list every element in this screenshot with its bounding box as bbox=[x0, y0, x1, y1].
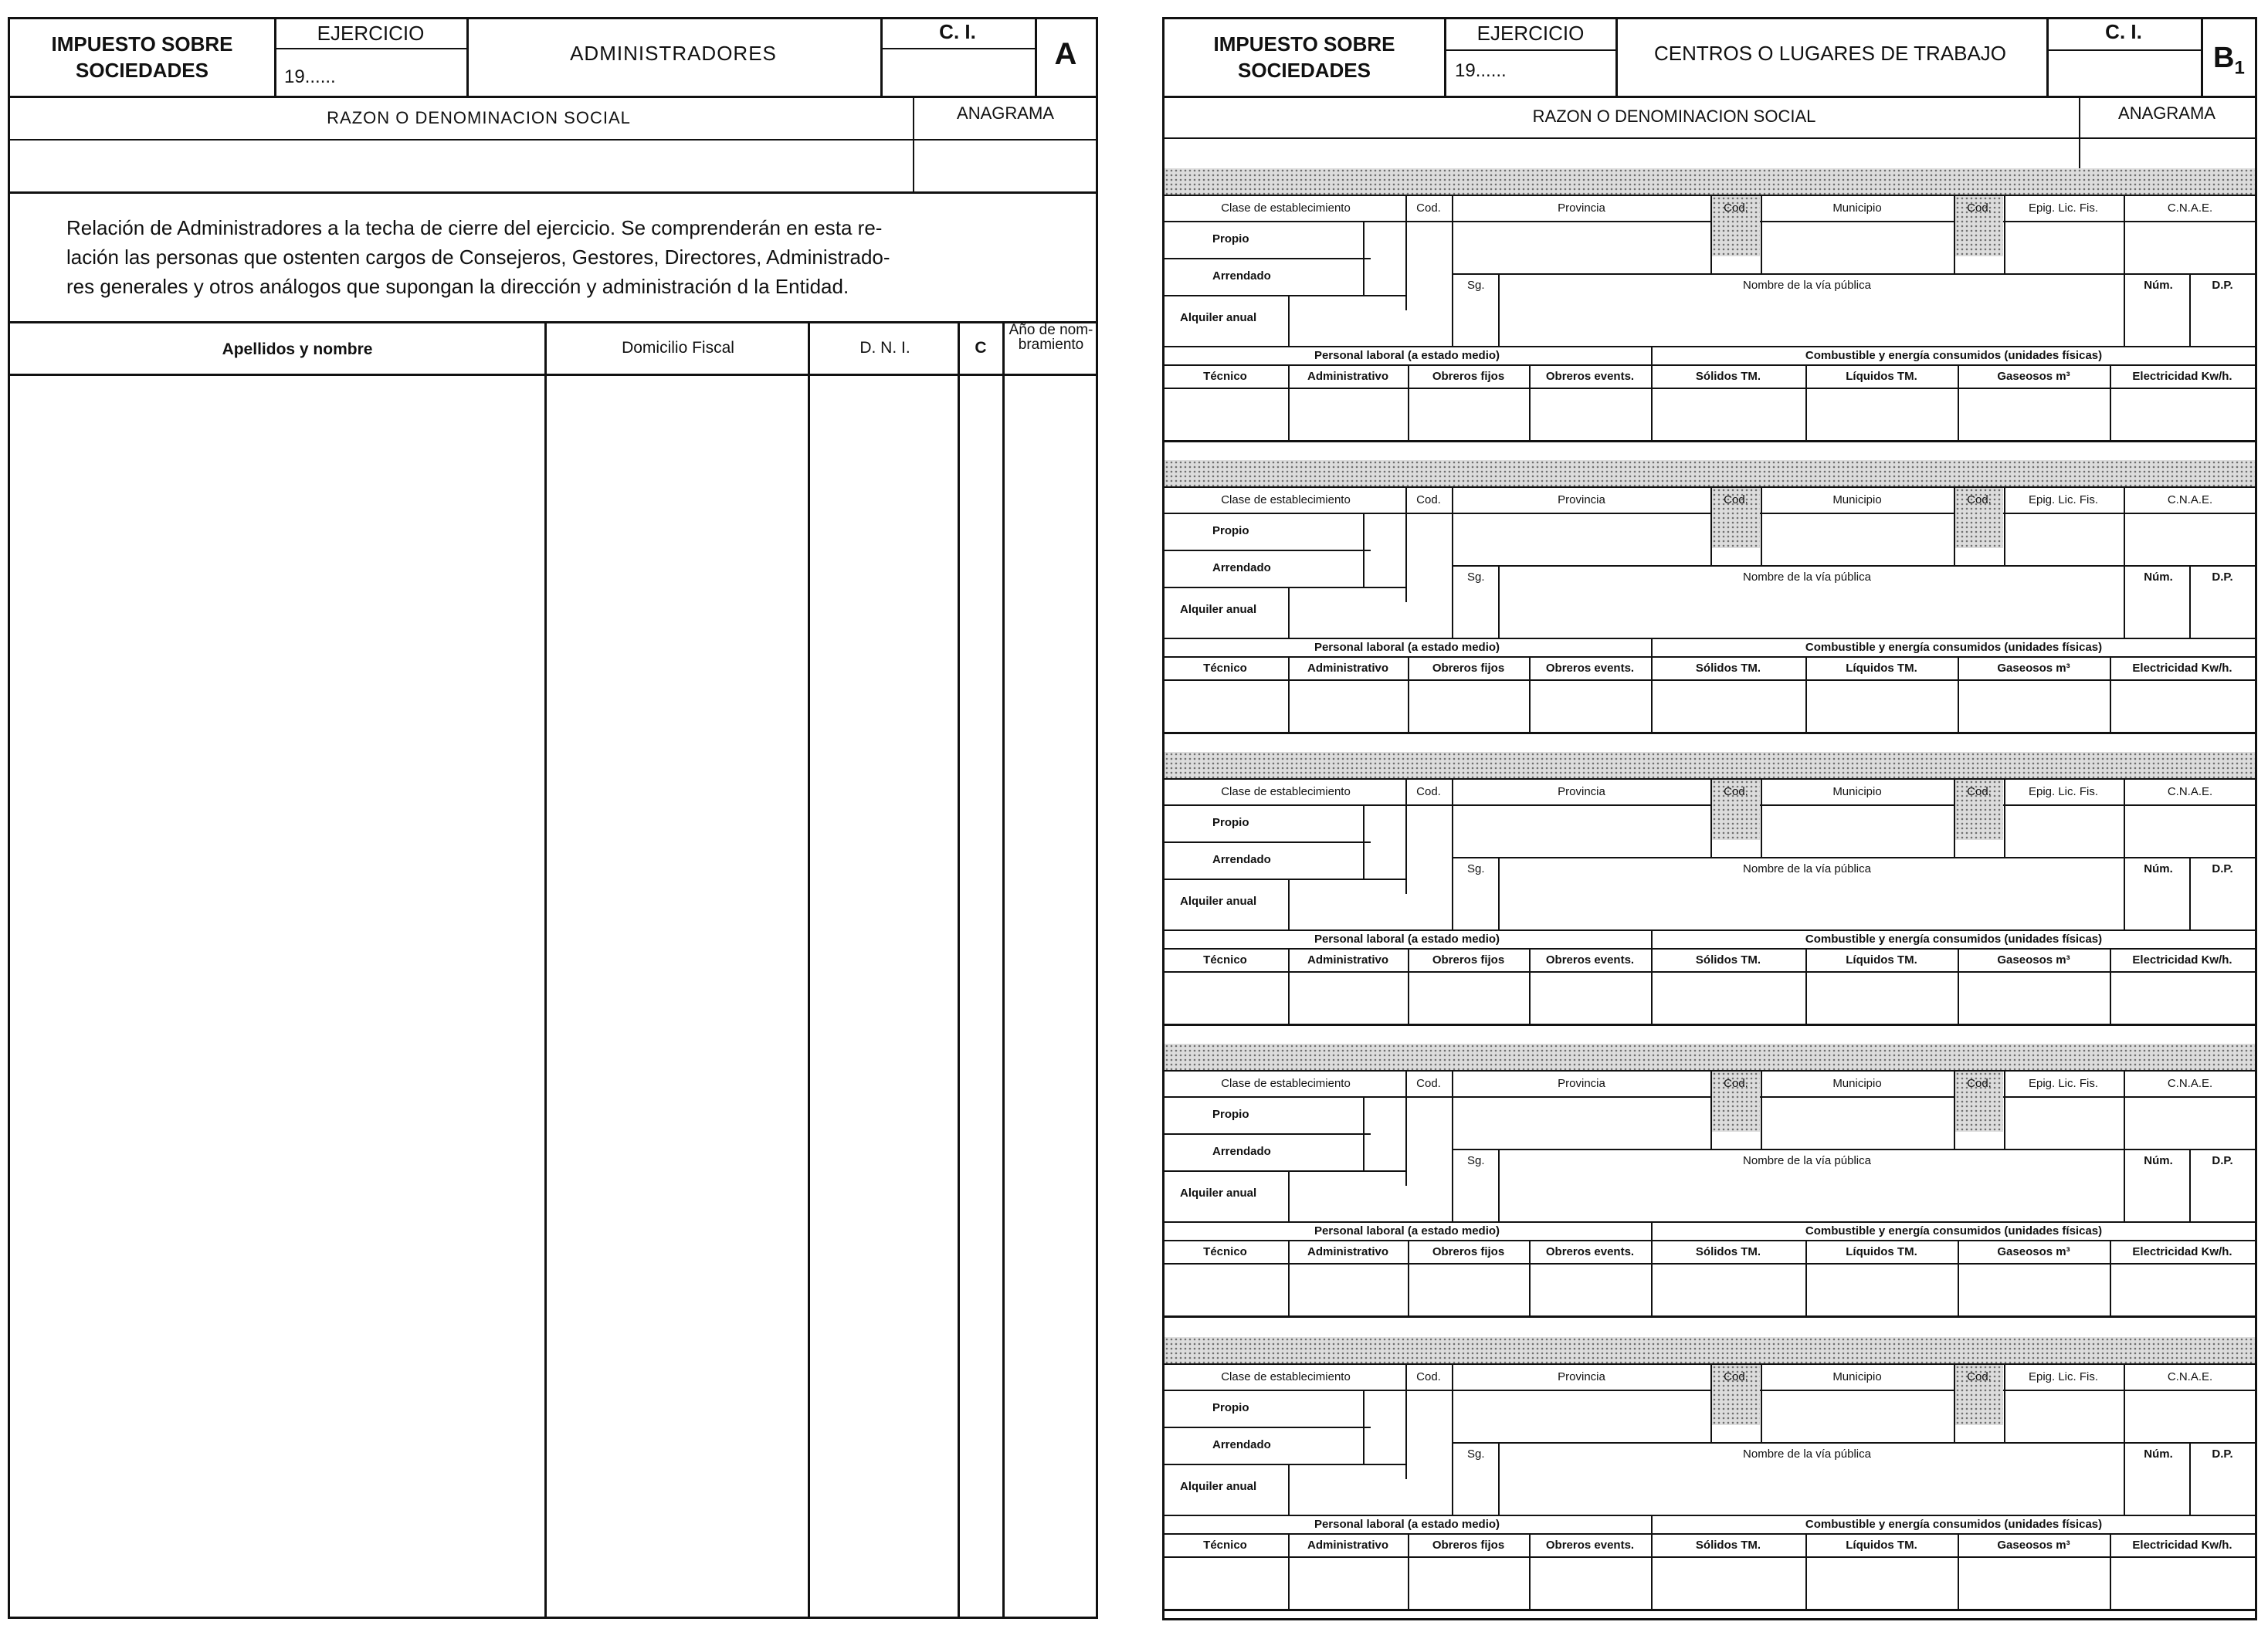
block-2-administrative-label: Administrativo bbox=[1307, 662, 1389, 675]
block-3-cnae-field[interactable] bbox=[2127, 807, 2253, 857]
block-4-province-label: Provincia bbox=[1558, 1077, 1605, 1090]
block-4-electricity-field[interactable] bbox=[2113, 1266, 2253, 1314]
form-a-anagram-label: ANAGRAMA bbox=[957, 103, 1054, 123]
block-1-municipality-cod-label: Cod. bbox=[1967, 201, 1992, 215]
block-2-number-label: Núm. bbox=[2144, 571, 2173, 584]
block-5-gases-field[interactable] bbox=[1961, 1559, 2108, 1607]
apellidos-nombre-field[interactable] bbox=[11, 377, 544, 1615]
block-4-own-checkbox[interactable] bbox=[1365, 1099, 1404, 1133]
form-a-exercise-label: EJERCICIO bbox=[317, 22, 425, 45]
block-2-sg-field[interactable] bbox=[1455, 588, 1497, 636]
block-5-province-label: Provincia bbox=[1558, 1370, 1605, 1383]
block-2-temp-workers-label: Obreros events. bbox=[1545, 662, 1635, 675]
block-2-staff-header: Personal laboral (a estado medio) bbox=[1314, 641, 1500, 654]
block-1-number-field[interactable] bbox=[2127, 296, 2188, 344]
block-3-fuel-header: Combustible y energía consumidos (unidades físicas) bbox=[1805, 933, 2103, 946]
form-a-instructions bbox=[66, 213, 890, 301]
block-2-annual-rent-field[interactable] bbox=[1291, 590, 1404, 636]
block-2-rented-checkbox[interactable] bbox=[1365, 552, 1404, 587]
block-2-rented-label: Arrendado bbox=[1212, 561, 1271, 574]
block-1-fixed-workers-field[interactable] bbox=[1411, 391, 1527, 438]
block-3-cod-label: Cod. bbox=[1416, 785, 1441, 798]
block-2-liquids-field[interactable] bbox=[1809, 682, 1956, 730]
block-1-gases-label: Gaseosos m³ bbox=[1997, 370, 2070, 383]
block-4-cnae-label: C.N.A.E. bbox=[2167, 1077, 2213, 1090]
block-1-rented-checkbox[interactable] bbox=[1365, 260, 1404, 295]
block-3-street-field[interactable] bbox=[1501, 880, 2122, 928]
block-4-fixed-workers-label: Obreros fijos bbox=[1432, 1245, 1505, 1258]
block-4-fuel-header: Combustible y energía consumidos (unidades físicas) bbox=[1805, 1224, 2103, 1238]
dni-field[interactable] bbox=[811, 377, 957, 1615]
block-2-technical-label: Técnico bbox=[1203, 662, 1247, 675]
block-1-solids-label: Sólidos TM. bbox=[1695, 370, 1761, 383]
block-2-solids-label: Sólidos TM. bbox=[1695, 662, 1761, 675]
block-3-staff-header: Personal laboral (a estado medio) bbox=[1314, 933, 1500, 946]
block-1-fuel-header: Combustible y energía consumidos (unidades físicas) bbox=[1805, 349, 2103, 362]
block-2-cnae-label: C.N.A.E. bbox=[2167, 493, 2213, 506]
block-3-temp-workers-field[interactable] bbox=[1532, 974, 1649, 1022]
block-1-temp-workers-label: Obreros events. bbox=[1545, 370, 1635, 383]
block-5-number-field[interactable] bbox=[2127, 1465, 2188, 1513]
block-5-postal-field[interactable] bbox=[2192, 1465, 2254, 1513]
block-2-postal-label: D.P. bbox=[2212, 571, 2233, 584]
block-2-postal-field[interactable] bbox=[2192, 588, 2254, 636]
block-4-temp-workers-label: Obreros events. bbox=[1545, 1245, 1635, 1258]
block-5-cnae-field[interactable] bbox=[2127, 1392, 2253, 1442]
block-2-street-label: Nombre de la vía pública bbox=[1743, 571, 1871, 584]
block-4-rented-label: Arrendado bbox=[1212, 1145, 1271, 1158]
block-2-technical-field[interactable] bbox=[1165, 682, 1287, 730]
form-b1-section-title: CENTROS O LUGARES DE TRABAJO bbox=[1653, 42, 2007, 65]
form-b1-sheet-letter: $B_1$ bbox=[2213, 42, 2245, 79]
block-3-rented-label: Arrendado bbox=[1212, 853, 1271, 866]
block-4-street-label: Nombre de la vía pública bbox=[1743, 1154, 1871, 1167]
instruction-line-3: res generales y otros análogos que supongan la dirección y administración d la Entidad. bbox=[66, 275, 849, 298]
block-5-street-label: Nombre de la vía pública bbox=[1743, 1447, 1871, 1461]
block-5-sg-field[interactable] bbox=[1455, 1465, 1497, 1513]
col-apellidos-nombre: Apellidos y nombre bbox=[222, 340, 373, 358]
block-1-sg-field[interactable] bbox=[1455, 296, 1497, 344]
block-3-annual-rent-label: Alquiler anual bbox=[1180, 895, 1257, 908]
block-4-establishment-class-label: Clase de establecimiento bbox=[1221, 1077, 1351, 1090]
block-4-annual-rent-field[interactable] bbox=[1291, 1173, 1404, 1220]
block-5-solids-label: Sólidos TM. bbox=[1695, 1539, 1761, 1552]
block-1-annual-rent-label: Alquiler anual bbox=[1180, 311, 1257, 324]
block-2-gases-field[interactable] bbox=[1961, 682, 2108, 730]
block-1-temp-workers-field[interactable] bbox=[1532, 391, 1649, 438]
block-5-own-checkbox[interactable] bbox=[1365, 1392, 1404, 1427]
block-5-own-label: Propio bbox=[1212, 1401, 1249, 1414]
block-4-solids-label: Sólidos TM. bbox=[1695, 1245, 1761, 1258]
block-3-liquids-field[interactable] bbox=[1809, 974, 1956, 1022]
block-1-solids-field[interactable] bbox=[1654, 391, 1804, 438]
block-1-cnae-label: C.N.A.E. bbox=[2167, 201, 2213, 215]
block-3-liquids-label: Líquidos TM. bbox=[1846, 953, 1917, 967]
block-1-province-label: Provincia bbox=[1558, 201, 1605, 215]
block-5-staff-header: Personal laboral (a estado medio) bbox=[1314, 1518, 1500, 1531]
block-3-annual-rent-field[interactable] bbox=[1291, 882, 1404, 928]
block-3-fixed-workers-field[interactable] bbox=[1411, 974, 1527, 1022]
block-3-electricity-label: Electricidad Kw/h. bbox=[2132, 953, 2232, 967]
form-b1-tax-title: IMPUESTO SOBRE SOCIEDADES bbox=[1213, 32, 1395, 82]
block-2-electricity-field[interactable] bbox=[2113, 682, 2253, 730]
block-3-municipality-cod-label: Cod. bbox=[1967, 785, 1992, 798]
block-4-street-field[interactable] bbox=[1501, 1172, 2122, 1220]
block-2-street-field[interactable] bbox=[1501, 588, 2122, 636]
block-3-postal-field[interactable] bbox=[2192, 880, 2254, 928]
block-3-epigraph-label: Epig. Lic. Fis. bbox=[2028, 785, 2099, 798]
block-5-establishment-class-label: Clase de establecimiento bbox=[1221, 1370, 1351, 1383]
block-5-province-field[interactable] bbox=[1455, 1392, 1708, 1442]
block-5-electricity-field[interactable] bbox=[2113, 1559, 2253, 1607]
col-c: C bbox=[975, 339, 987, 357]
block-1-epigraph-label: Epig. Lic. Fis. bbox=[2028, 201, 2099, 215]
block-5-liquids-label: Líquidos TM. bbox=[1846, 1539, 1917, 1552]
block-3-number-field[interactable] bbox=[2127, 880, 2188, 928]
block-4-municipality-field[interactable] bbox=[1764, 1099, 1952, 1149]
block-4-municipality-label: Municipio bbox=[1832, 1077, 1882, 1090]
block-4-temp-workers-field[interactable] bbox=[1532, 1266, 1649, 1314]
block-5-fixed-workers-label: Obreros fijos bbox=[1432, 1539, 1505, 1552]
form-a-company-name-field[interactable] bbox=[11, 142, 911, 190]
block-2-province-field[interactable] bbox=[1455, 515, 1708, 565]
block-5-annual-rent-label: Alquiler anual bbox=[1180, 1480, 1257, 1493]
block-4-municipality-cod-label: Cod. bbox=[1967, 1077, 1992, 1090]
block-2-province-cod-label: Cod. bbox=[1724, 493, 1748, 506]
block-2-liquids-label: Líquidos TM. bbox=[1846, 662, 1917, 675]
block-2-gases-label: Gaseosos m³ bbox=[1997, 662, 2070, 675]
block-1-annual-rent-field[interactable] bbox=[1291, 298, 1404, 344]
block-3-establishment-class-label: Clase de establecimiento bbox=[1221, 785, 1351, 798]
block-2-fuel-header: Combustible y energía consumidos (unidades físicas) bbox=[1805, 641, 2103, 654]
block-1-administrative-field[interactable] bbox=[1291, 391, 1406, 438]
block-4-liquids-field[interactable] bbox=[1809, 1266, 1956, 1314]
block-4-gases-label: Gaseosos m³ bbox=[1997, 1245, 2070, 1258]
block-3-rented-checkbox[interactable] bbox=[1365, 844, 1404, 879]
block-5-postal-label: D.P. bbox=[2212, 1447, 2233, 1461]
block-3-postal-label: D.P. bbox=[2212, 862, 2233, 875]
block-1-technical-label: Técnico bbox=[1203, 370, 1247, 383]
block-1-electricity-label: Electricidad Kw/h. bbox=[2132, 370, 2232, 383]
block-4-cod-label: Cod. bbox=[1416, 1077, 1441, 1090]
c-field[interactable] bbox=[961, 377, 1002, 1615]
block-4-gases-field[interactable] bbox=[1961, 1266, 2108, 1314]
block-2-municipality-cod-label: Cod. bbox=[1967, 493, 1992, 506]
block-2-sg-label: Sg. bbox=[1467, 571, 1485, 584]
block-4-province-field[interactable] bbox=[1455, 1099, 1708, 1149]
block-4-postal-label: D.P. bbox=[2212, 1154, 2233, 1167]
block-1-cod-label: Cod. bbox=[1416, 201, 1441, 215]
block-1-own-label: Propio bbox=[1212, 232, 1249, 245]
block-4-number-field[interactable] bbox=[2127, 1172, 2188, 1220]
block-1-street-label: Nombre de la vía pública bbox=[1743, 279, 1871, 292]
block-5-municipality-cod-label: Cod. bbox=[1967, 1370, 1992, 1383]
block-3-separator bbox=[1165, 752, 2255, 778]
col-dni: D. N. I. bbox=[859, 339, 910, 357]
block-2-cod-label: Cod. bbox=[1416, 493, 1441, 506]
block-1-administrative-label: Administrativo bbox=[1307, 370, 1389, 383]
block-5-electricity-label: Electricidad Kw/h. bbox=[2132, 1539, 2232, 1552]
block-2-province-label: Provincia bbox=[1558, 493, 1605, 506]
block-3-gases-label: Gaseosos m³ bbox=[1997, 953, 2070, 967]
block-4-number-label: Núm. bbox=[2144, 1154, 2173, 1167]
block-4-postal-field[interactable] bbox=[2192, 1172, 2254, 1220]
block-4-cnae-field[interactable] bbox=[2127, 1099, 2253, 1149]
block-3-technical-field[interactable] bbox=[1165, 974, 1287, 1022]
block-1-separator bbox=[1165, 168, 2255, 195]
form-a-exercise-year: 19...... bbox=[284, 66, 336, 87]
block-2-epigraph-label: Epig. Lic. Fis. bbox=[2028, 493, 2099, 506]
block-2-municipality-field[interactable] bbox=[1764, 515, 1952, 565]
block-3-sg-label: Sg. bbox=[1467, 862, 1485, 875]
block-3-administrative-field[interactable] bbox=[1291, 974, 1406, 1022]
block-3-electricity-field[interactable] bbox=[2113, 974, 2253, 1022]
block-2-administrative-field[interactable] bbox=[1291, 682, 1406, 730]
form-a-tax-title: IMPUESTO SOBRE SOCIEDADES bbox=[51, 32, 233, 82]
block-2-own-checkbox[interactable] bbox=[1365, 515, 1404, 550]
block-2-own-label: Propio bbox=[1212, 524, 1249, 537]
block-4-liquids-label: Líquidos TM. bbox=[1846, 1245, 1917, 1258]
block-4-separator bbox=[1165, 1044, 2255, 1070]
ano-nombramiento-field[interactable] bbox=[1005, 377, 1097, 1615]
block-2-solids-field[interactable] bbox=[1654, 682, 1804, 730]
block-1-gases-field[interactable] bbox=[1961, 391, 2108, 438]
form-a-company-name-label: RAZON O DENOMINACION SOCIAL bbox=[327, 108, 631, 127]
block-3-fixed-workers-label: Obreros fijos bbox=[1432, 953, 1505, 967]
block-4-sg-label: Sg. bbox=[1467, 1154, 1485, 1167]
block-3-epigraph-field[interactable] bbox=[2007, 807, 2121, 857]
block-2-annual-rent-label: Alquiler anual bbox=[1180, 603, 1257, 616]
block-1-sg-label: Sg. bbox=[1467, 279, 1485, 292]
block-4-province-cod-label: Cod. bbox=[1724, 1077, 1748, 1090]
block-1-establishment-class-label: Clase de establecimiento bbox=[1221, 201, 1351, 215]
block-5-temp-workers-label: Obreros events. bbox=[1545, 1539, 1635, 1552]
block-5-separator bbox=[1165, 1337, 2255, 1363]
block-1-province-cod-label: Cod. bbox=[1724, 201, 1748, 215]
block-5-rented-checkbox[interactable] bbox=[1365, 1429, 1404, 1464]
block-3-own-label: Propio bbox=[1212, 816, 1249, 829]
col-ano-nombramiento: Año de nom- bramiento bbox=[1009, 322, 1093, 353]
block-4-annual-rent-label: Alquiler anual bbox=[1180, 1187, 1257, 1200]
block-5-solids-field[interactable] bbox=[1654, 1559, 1804, 1607]
block-1-liquids-label: Líquidos TM. bbox=[1846, 370, 1917, 383]
block-1-postal-label: D.P. bbox=[2212, 279, 2233, 292]
block-5-epigraph-field[interactable] bbox=[2007, 1392, 2121, 1442]
block-2-cnae-field[interactable] bbox=[2127, 515, 2253, 565]
block-4-epigraph-label: Epig. Lic. Fis. bbox=[2028, 1077, 2099, 1090]
block-5-province-cod-label: Cod. bbox=[1724, 1370, 1748, 1383]
block-1-own-checkbox[interactable] bbox=[1365, 223, 1404, 258]
block-3-own-checkbox[interactable] bbox=[1365, 807, 1404, 841]
block-5-fixed-workers-field[interactable] bbox=[1411, 1559, 1527, 1607]
block-2-municipality-label: Municipio bbox=[1832, 493, 1882, 506]
block-1-fixed-workers-label: Obreros fijos bbox=[1432, 370, 1505, 383]
form-b1-anagram-label: ANAGRAMA bbox=[2118, 103, 2215, 123]
block-1-rented-label: Arrendado bbox=[1212, 269, 1271, 283]
block-3-technical-label: Técnico bbox=[1203, 953, 1247, 967]
block-4-electricity-label: Electricidad Kw/h. bbox=[2132, 1245, 2232, 1258]
block-4-own-label: Propio bbox=[1212, 1108, 1249, 1121]
block-1-number-label: Núm. bbox=[2144, 279, 2173, 292]
form-b1-exercise-year: 19...... bbox=[1455, 60, 1507, 81]
block-2-electricity-label: Electricidad Kw/h. bbox=[2132, 662, 2232, 675]
block-1-electricity-field[interactable] bbox=[2113, 391, 2253, 438]
block-2-epigraph-field[interactable] bbox=[2007, 515, 2121, 565]
block-1-staff-header: Personal laboral (a estado medio) bbox=[1314, 349, 1500, 362]
block-1-postal-field[interactable] bbox=[2192, 296, 2254, 344]
block-4-administrative-field[interactable] bbox=[1291, 1266, 1406, 1314]
form-b1-exercise-label: EJERCICIO bbox=[1476, 22, 1585, 45]
block-1-epigraph-field[interactable] bbox=[2007, 223, 2121, 273]
block-5-epigraph-label: Epig. Lic. Fis. bbox=[2028, 1370, 2099, 1383]
col-domicilio-fiscal: Domicilio Fiscal bbox=[622, 339, 734, 357]
block-2-number-field[interactable] bbox=[2127, 588, 2188, 636]
domicilio-fiscal-field[interactable] bbox=[548, 377, 807, 1615]
block-2-establishment-class-label: Clase de establecimiento bbox=[1221, 493, 1351, 506]
block-5-liquids-field[interactable] bbox=[1809, 1559, 1956, 1607]
form-a-anagram-field[interactable] bbox=[916, 142, 1095, 190]
block-5-fuel-header: Combustible y energía consumidos (unidades físicas) bbox=[1805, 1518, 2103, 1531]
block-4-administrative-label: Administrativo bbox=[1307, 1245, 1389, 1258]
block-2-separator bbox=[1165, 460, 2255, 486]
block-5-technical-field[interactable] bbox=[1165, 1559, 1287, 1607]
block-1-street-field[interactable] bbox=[1501, 296, 2122, 344]
block-3-province-cod-label: Cod. bbox=[1724, 785, 1748, 798]
block-1-municipality-field[interactable] bbox=[1764, 223, 1952, 273]
block-5-municipality-label: Municipio bbox=[1832, 1370, 1882, 1383]
form-b1-ci-label: C. I. bbox=[2105, 20, 2142, 43]
block-1-municipality-label: Municipio bbox=[1832, 201, 1882, 215]
block-5-administrative-label: Administrativo bbox=[1307, 1539, 1389, 1552]
block-4-solids-field[interactable] bbox=[1654, 1266, 1804, 1314]
block-4-technical-label: Técnico bbox=[1203, 1245, 1247, 1258]
block-5-number-label: Núm. bbox=[2144, 1447, 2173, 1461]
block-5-technical-label: Técnico bbox=[1203, 1539, 1247, 1552]
block-1-province-field[interactable] bbox=[1455, 223, 1708, 273]
block-3-province-label: Provincia bbox=[1558, 785, 1605, 798]
block-4-sg-field[interactable] bbox=[1455, 1172, 1497, 1220]
block-1-technical-field[interactable] bbox=[1165, 391, 1287, 438]
form-a-sheet-letter: A bbox=[1054, 37, 1077, 71]
instruction-line-1: Relación de Administradores a la techa de cierre del ejercicio. Se comprenderán en esta re- bbox=[66, 216, 883, 239]
block-3-municipality-field[interactable] bbox=[1764, 807, 1952, 857]
block-5-cod-label: Cod. bbox=[1416, 1370, 1441, 1383]
form-a-section-title: ADMINISTRADORES bbox=[570, 42, 777, 65]
block-3-number-label: Núm. bbox=[2144, 862, 2173, 875]
block-3-sg-field[interactable] bbox=[1455, 880, 1497, 928]
block-3-solids-field[interactable] bbox=[1654, 974, 1804, 1022]
block-5-municipality-field[interactable] bbox=[1764, 1392, 1952, 1442]
block-5-sg-label: Sg. bbox=[1467, 1447, 1485, 1461]
instruction-line-2: lación las personas que ostenten cargos de Consejeros, Gestores, Directores, Administrado- bbox=[66, 245, 890, 269]
block-1-liquids-field[interactable] bbox=[1809, 391, 1956, 438]
block-2-fixed-workers-label: Obreros fijos bbox=[1432, 662, 1505, 675]
form-b1-anagram-field[interactable] bbox=[2081, 140, 2254, 168]
block-3-municipality-label: Municipio bbox=[1832, 785, 1882, 798]
block-4-staff-header: Personal laboral (a estado medio) bbox=[1314, 1224, 1500, 1238]
block-3-gases-field[interactable] bbox=[1961, 974, 2108, 1022]
form-b1-company-name-label: RAZON O DENOMINACION SOCIAL bbox=[1532, 107, 1816, 126]
form-b1-company-name-field[interactable] bbox=[1165, 140, 2078, 168]
block-3-cnae-label: C.N.A.E. bbox=[2167, 785, 2213, 798]
block-4-epigraph-field[interactable] bbox=[2007, 1099, 2121, 1149]
block-5-rented-label: Arrendado bbox=[1212, 1438, 1271, 1451]
block-3-street-label: Nombre de la vía pública bbox=[1743, 862, 1871, 875]
block-3-solids-label: Sólidos TM. bbox=[1695, 953, 1761, 967]
block-3-province-field[interactable] bbox=[1455, 807, 1708, 857]
block-5-cnae-label: C.N.A.E. bbox=[2167, 1370, 2213, 1383]
block-4-fixed-workers-field[interactable] bbox=[1411, 1266, 1527, 1314]
form-a-ci-label: C. I. bbox=[939, 20, 976, 43]
block-4-rented-checkbox[interactable] bbox=[1365, 1136, 1404, 1170]
block-5-gases-label: Gaseosos m³ bbox=[1997, 1539, 2070, 1552]
block-3-temp-workers-label: Obreros events. bbox=[1545, 953, 1635, 967]
block-3-administrative-label: Administrativo bbox=[1307, 953, 1389, 967]
block-1-cnae-field[interactable] bbox=[2127, 223, 2253, 273]
block-2-fixed-workers-field[interactable] bbox=[1411, 682, 1527, 730]
block-4-technical-field[interactable] bbox=[1165, 1266, 1287, 1314]
block-5-street-field[interactable] bbox=[1501, 1465, 2122, 1513]
block-5-temp-workers-field[interactable] bbox=[1532, 1559, 1649, 1607]
block-5-annual-rent-field[interactable] bbox=[1291, 1467, 1404, 1513]
block-5-administrative-field[interactable] bbox=[1291, 1559, 1406, 1607]
block-2-temp-workers-field[interactable] bbox=[1532, 682, 1649, 730]
